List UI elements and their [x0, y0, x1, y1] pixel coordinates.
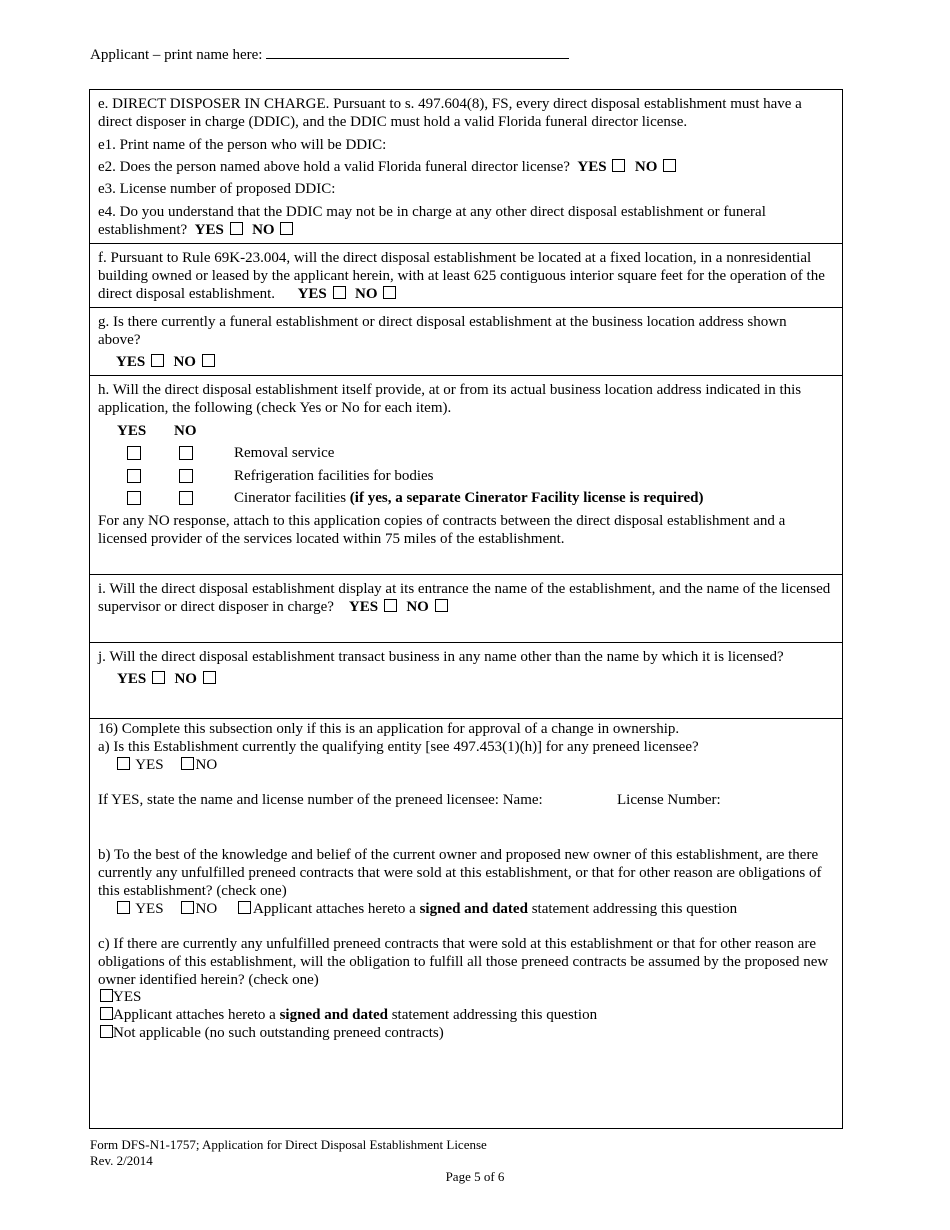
sec-16a-question: a) Is this Establishment currently the qualifying entity [see 497.453(1)(h)] for any preneed licensee? — [98, 739, 699, 755]
16b-no-checkbox[interactable] — [181, 901, 194, 914]
sec-e-intro: e. DIRECT DISPOSER IN CHARGE. Pursuant to s. 497.604(8), FS, every direct disposal establishment must have a direct disposer in charge (DDIC), and the DDIC must hold a valid Florida funeral director license. — [98, 96, 802, 130]
j-yes-checkbox[interactable] — [152, 671, 165, 684]
sec-16c-question: c) If there are currently any unfulfilled preneed contracts that were sold at this establishment or that for other reason are obligations of this establishment, will the obligation to fulfill all those preneed contracts be assumed by the proposed new owner identified herein? (check one) — [98, 936, 829, 988]
sec-e1-label: e1. Print name of the person who will be DDIC: — [98, 137, 387, 153]
16b-yes-checkbox[interactable] — [117, 901, 130, 914]
sec-16-intro: 16) Complete this subsection only if this is an application for approval of a change in ownership. — [98, 721, 680, 737]
sec-g-divider — [90, 307, 842, 308]
sec-e2-label: e2. Does the person named above hold a valid Florida funeral director license? — [98, 159, 570, 175]
sec-h-divider — [90, 375, 842, 376]
sec-16c-attach-row — [100, 1006, 832, 1024]
h-removal-no-checkbox[interactable] — [179, 446, 193, 460]
16b-attach-label — [253, 901, 737, 917]
no-label: NO — [173, 354, 196, 370]
attach-text-pre: Applicant attaches hereto a — [113, 1007, 280, 1023]
sec-16b-question: b) To the best of the knowledge and belief of the current owner and proposed new owner of this establishment, are there currently any unfulfilled preneed contracts that were sold at this establishment, or that for other reason are obligations of this establishment? (check one) — [98, 847, 822, 899]
e2-yes-checkbox[interactable] — [612, 159, 625, 172]
i-no-checkbox[interactable] — [435, 599, 448, 612]
h-cinerator-no-checkbox[interactable] — [179, 491, 193, 505]
sec-i-row — [98, 580, 832, 616]
i-yes-checkbox[interactable] — [384, 599, 397, 612]
attach-text-post: statement addressing this question — [527, 901, 738, 917]
f-no-checkbox[interactable] — [383, 286, 396, 299]
footer-rev: Rev. 2/2014 — [90, 1153, 153, 1168]
no-label: NO — [252, 222, 275, 238]
sec-j-divider — [90, 642, 842, 643]
16a-yes-label: YES — [135, 757, 164, 773]
e4-yes-checkbox[interactable] — [230, 222, 243, 235]
16b-yes-label: YES — [135, 901, 164, 917]
sec-j-text: j. Will the direct disposal establishment transact business in any name other than the name by which it is licensed? — [98, 649, 784, 665]
sec-16a-options — [117, 756, 832, 774]
no-label: NO — [355, 286, 378, 302]
yes-label: YES — [116, 354, 146, 370]
g-yes-checkbox[interactable] — [151, 354, 164, 367]
h-refrigeration-no-checkbox[interactable] — [179, 469, 193, 483]
sec-16a-if-yes: If YES, state the name and license number of the preneed licensee: Name: — [98, 792, 543, 808]
attach-text-bold: signed and dated — [279, 1007, 388, 1023]
16c-yes-label: YES — [113, 989, 142, 1005]
sec-f-divider — [90, 243, 842, 244]
sec-h-intro: h. Will the direct disposal establishment itself provide, at or from its actual business location address indicated in this application, the following (check Yes or No for each item). — [98, 382, 802, 416]
sec-e2-row — [98, 158, 832, 176]
applicant-name-line — [90, 46, 569, 64]
16c-attach-checkbox[interactable] — [100, 1007, 113, 1020]
e4-no-checkbox[interactable] — [280, 222, 293, 235]
sec-i-text: i. Will the direct disposal establishment display at its entrance the name of the establishment, and the name of the licensed supervisor or direct disposer in charge? — [98, 581, 831, 615]
e2-no-checkbox[interactable] — [663, 159, 676, 172]
h-refrigeration-yes-checkbox[interactable] — [127, 469, 141, 483]
16c-na-checkbox[interactable] — [100, 1025, 113, 1038]
16a-yes-checkbox[interactable] — [117, 757, 130, 770]
yes-label: YES — [297, 286, 327, 302]
no-label: NO — [634, 159, 658, 175]
h-item-cinerator-label: Cinerator facilities — [234, 490, 350, 506]
footer-form: Form DFS-N1-1757; Application for Direct Disposal Establishment License — [90, 1137, 487, 1152]
sec-j-options — [117, 670, 832, 688]
16a-no-checkbox[interactable] — [181, 757, 194, 770]
yes-label: YES — [577, 159, 607, 175]
sec-16a-license-number: License Number: — [617, 792, 721, 808]
sec-e4-label: e4. Do you understand that the DDIC may not be in charge at any other direct disposal establishment or funeral establishment? — [98, 204, 766, 238]
applicant-name-field[interactable] — [266, 46, 569, 59]
sec-16b-options — [117, 900, 832, 918]
16b-attach-checkbox[interactable] — [238, 901, 251, 914]
footer-page: Page 5 of 6 — [445, 1169, 505, 1184]
sec-f-row — [98, 249, 832, 303]
applicant-name-label: Applicant – print name here: — [90, 47, 263, 63]
sec-h-yes-header: YES — [117, 423, 147, 439]
no-label: NO — [174, 671, 197, 687]
attach-text-post: statement addressing this question — [387, 1007, 598, 1023]
16b-no-label: NO — [195, 901, 218, 917]
sec-e3-label: e3. License number of proposed DDIC: — [98, 181, 336, 197]
yes-label: YES — [194, 222, 224, 238]
sec-g-text: g. Is there currently a funeral establishment or direct disposal establishment at the business location address shown above? — [98, 314, 787, 348]
attach-text-pre: Applicant attaches hereto a — [252, 901, 420, 917]
h-cinerator-note: (if yes, a separate Cinerator Facility license is required) — [349, 490, 704, 506]
h-cinerator-yes-checkbox[interactable] — [127, 491, 141, 505]
h-removal-yes-checkbox[interactable] — [127, 446, 141, 460]
16a-no-label: NO — [195, 757, 218, 773]
g-no-checkbox[interactable] — [202, 354, 215, 367]
sec-16-divider — [90, 718, 842, 719]
yes-label: YES — [117, 671, 147, 687]
h-item-cinerator — [234, 489, 703, 507]
sec-e4-row — [98, 203, 832, 239]
16c-na-label: Not applicable (no such outstanding preneed contracts) — [113, 1025, 444, 1041]
sec-16c-yes-row — [100, 988, 832, 1006]
sec-f-text: f. Pursuant to Rule 69K-23.004, will the direct disposal establishment be located at a fixed location, in a nonresidential building owned or leased by the applicant herein, with at least 625 contiguous interior square feet for the operation of the direct disposal establishment. — [98, 250, 825, 302]
sec-i-divider — [90, 574, 842, 575]
j-no-checkbox[interactable] — [203, 671, 216, 684]
form-frame — [89, 89, 843, 1129]
sec-g-options — [116, 353, 832, 371]
h-item-refrigeration: Refrigeration facilities for bodies — [234, 468, 434, 484]
16c-yes-checkbox[interactable] — [100, 989, 113, 1002]
attach-text-bold: signed and dated — [419, 901, 528, 917]
f-yes-checkbox[interactable] — [333, 286, 346, 299]
sec-16c-na-row — [100, 1024, 832, 1042]
sec-h-no-header: NO — [174, 423, 197, 439]
sec-h-note: For any NO response, attach to this application copies of contracts between the direct disposal establishment and a licensed provider of the services located within 75 miles of the establishment. — [98, 513, 786, 547]
yes-label: YES — [348, 599, 379, 615]
no-label: NO — [406, 599, 429, 615]
h-item-removal: Removal service — [234, 445, 335, 461]
